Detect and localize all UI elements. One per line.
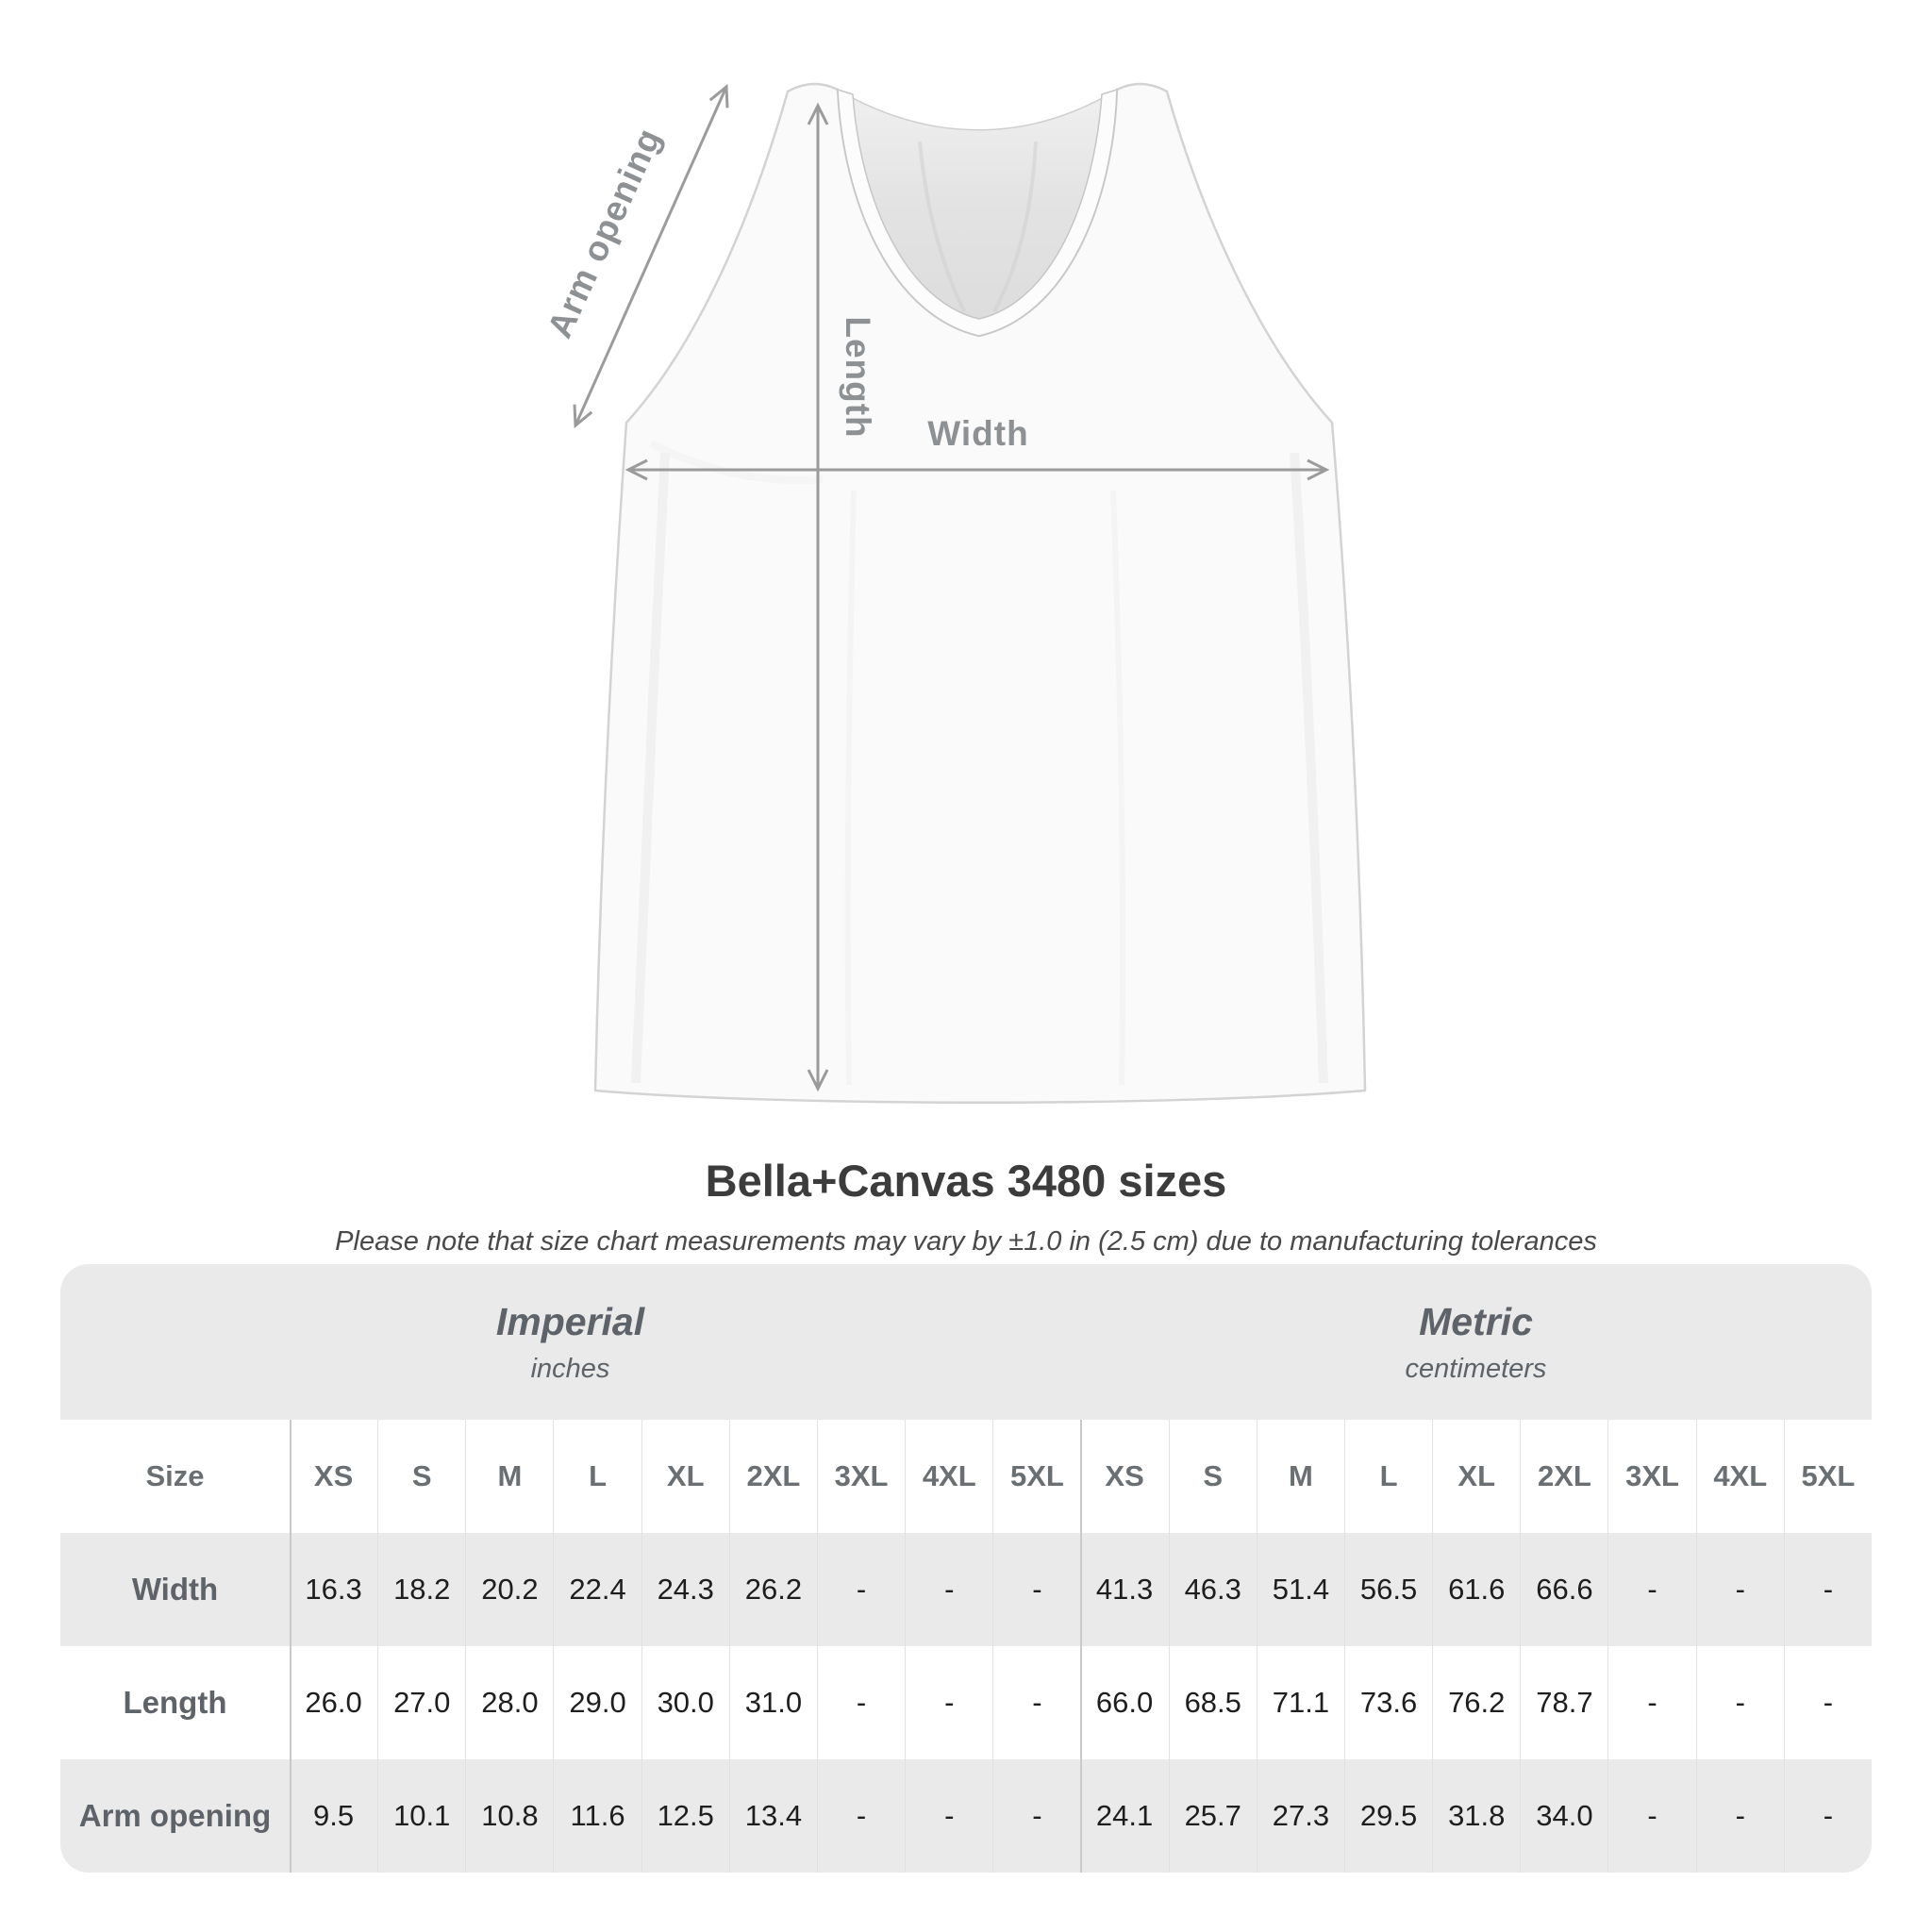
page-title: Bella+Canvas 3480 sizes bbox=[705, 1156, 1227, 1206]
size-header-cell: 2XL bbox=[1520, 1420, 1607, 1533]
table-cell: 29.0 bbox=[553, 1646, 641, 1759]
size-header-cell: 4XL bbox=[905, 1420, 992, 1533]
table-cell: - bbox=[1784, 1759, 1872, 1873]
table-cell: 51.4 bbox=[1257, 1533, 1344, 1646]
size-header-cell: 3XL bbox=[1607, 1420, 1695, 1533]
table-cell: 56.5 bbox=[1344, 1533, 1432, 1646]
table-cell: - bbox=[1607, 1759, 1695, 1873]
size-header-cell: 5XL bbox=[992, 1420, 1080, 1533]
table-cell: 25.7 bbox=[1169, 1759, 1257, 1873]
table-row-arm-opening bbox=[60, 1759, 1872, 1873]
unit-group-subtitle: centimeters bbox=[1405, 1353, 1547, 1384]
width-label: Width bbox=[927, 414, 1029, 453]
table-cell: 16.3 bbox=[305, 1573, 362, 1606]
table-cell: 12.5 bbox=[641, 1759, 729, 1873]
size-header-cell: 3XL bbox=[817, 1420, 905, 1533]
unit-group-subtitle: inches bbox=[530, 1353, 610, 1384]
table-cell: - bbox=[905, 1646, 992, 1759]
size-header-cell: L bbox=[553, 1420, 641, 1533]
size-header-cell: 2XL bbox=[729, 1420, 817, 1533]
row-label: Width bbox=[131, 1572, 219, 1607]
table-cell: 41.3 bbox=[1095, 1573, 1154, 1606]
table-cell: - bbox=[1607, 1533, 1695, 1646]
table-row-length bbox=[60, 1646, 1872, 1759]
row-label: Arm opening bbox=[78, 1798, 272, 1833]
arm-opening-label: Arm opening bbox=[540, 122, 669, 344]
table-cell: 26.0 bbox=[305, 1686, 362, 1719]
unit-group-title: Imperial bbox=[495, 1299, 645, 1343]
table-cell: 10.8 bbox=[465, 1759, 553, 1873]
table-cell: - bbox=[1696, 1646, 1784, 1759]
size-header-cell: M bbox=[1257, 1420, 1344, 1533]
size-header-cell: XL bbox=[641, 1420, 729, 1533]
table-cell: 71.1 bbox=[1257, 1646, 1344, 1759]
size-header-cell: S bbox=[1169, 1420, 1257, 1533]
table-cell: - bbox=[992, 1533, 1080, 1646]
table-cell: 34.0 bbox=[1520, 1759, 1607, 1873]
size-header-cell: 4XL bbox=[1696, 1420, 1784, 1533]
table-cell: 46.3 bbox=[1169, 1533, 1257, 1646]
table-cell: - bbox=[1784, 1646, 1872, 1759]
table-cell: 13.4 bbox=[729, 1759, 817, 1873]
table-cell: 29.5 bbox=[1344, 1759, 1432, 1873]
table-cell: 66.6 bbox=[1520, 1533, 1607, 1646]
tank-top-illustration bbox=[595, 84, 1365, 1103]
table-cell: 10.1 bbox=[377, 1759, 465, 1873]
size-column-header: Size bbox=[145, 1459, 205, 1492]
table-cell: 28.0 bbox=[465, 1646, 553, 1759]
table-cell: 11.6 bbox=[553, 1759, 641, 1873]
unit-group-divider bbox=[1080, 1420, 1082, 1873]
size-header-cell: 5XL bbox=[1784, 1420, 1872, 1533]
table-cell: 78.7 bbox=[1520, 1646, 1607, 1759]
table-cell: - bbox=[817, 1533, 905, 1646]
table-cell: 73.6 bbox=[1344, 1646, 1432, 1759]
unit-group-metric bbox=[1080, 1264, 1872, 1420]
size-header-cell: XS bbox=[313, 1459, 354, 1492]
table-cell: 31.8 bbox=[1432, 1759, 1520, 1873]
table-cell: 18.2 bbox=[377, 1533, 465, 1646]
table-cell: - bbox=[992, 1759, 1080, 1873]
unit-header-band bbox=[60, 1264, 1872, 1420]
table-cell: 76.2 bbox=[1432, 1646, 1520, 1759]
size-header-row bbox=[60, 1420, 1872, 1533]
length-label: Length bbox=[839, 316, 877, 439]
size-header-cell: XS bbox=[1105, 1459, 1144, 1492]
unit-group-title: Metric bbox=[1419, 1299, 1533, 1343]
table-cell: - bbox=[1784, 1533, 1872, 1646]
table-cell: - bbox=[1696, 1533, 1784, 1646]
table-cell: 66.0 bbox=[1095, 1686, 1154, 1719]
table-cell: 61.6 bbox=[1432, 1533, 1520, 1646]
table-cell: 27.0 bbox=[377, 1646, 465, 1759]
table-cell: 26.2 bbox=[729, 1533, 817, 1646]
table-cell: 9.5 bbox=[313, 1799, 355, 1832]
table-cell: - bbox=[992, 1646, 1080, 1759]
size-header-cell: XL bbox=[1432, 1420, 1520, 1533]
size-header-cell: M bbox=[465, 1420, 553, 1533]
table-cell: 24.3 bbox=[641, 1533, 729, 1646]
table-cell: 22.4 bbox=[553, 1533, 641, 1646]
table-cell: - bbox=[1696, 1759, 1784, 1873]
row-label: Length bbox=[123, 1685, 227, 1720]
table-cell: - bbox=[817, 1646, 905, 1759]
table-cell: 24.1 bbox=[1095, 1799, 1154, 1832]
size-header-cell: L bbox=[1344, 1420, 1432, 1533]
unit-group-imperial bbox=[60, 1264, 1080, 1420]
table-cell: - bbox=[905, 1533, 992, 1646]
size-header-cell: S bbox=[377, 1420, 465, 1533]
table-row-width bbox=[60, 1533, 1872, 1646]
table-cell: 68.5 bbox=[1169, 1646, 1257, 1759]
table-cell: 20.2 bbox=[465, 1533, 553, 1646]
table-cell: 27.3 bbox=[1257, 1759, 1344, 1873]
table-cell: 31.0 bbox=[729, 1646, 817, 1759]
table-cell: 30.0 bbox=[641, 1646, 729, 1759]
size-chart-table bbox=[60, 1264, 1872, 1873]
table-cell: - bbox=[1607, 1646, 1695, 1759]
table-cell: - bbox=[817, 1759, 905, 1873]
page-subtitle: Please note that size chart measurements may vary by ±1.0 in (2.5 cm) due to manufacturing tolerances bbox=[335, 1226, 1597, 1257]
size-column-divider bbox=[290, 1420, 291, 1873]
table-cell: - bbox=[905, 1759, 992, 1873]
